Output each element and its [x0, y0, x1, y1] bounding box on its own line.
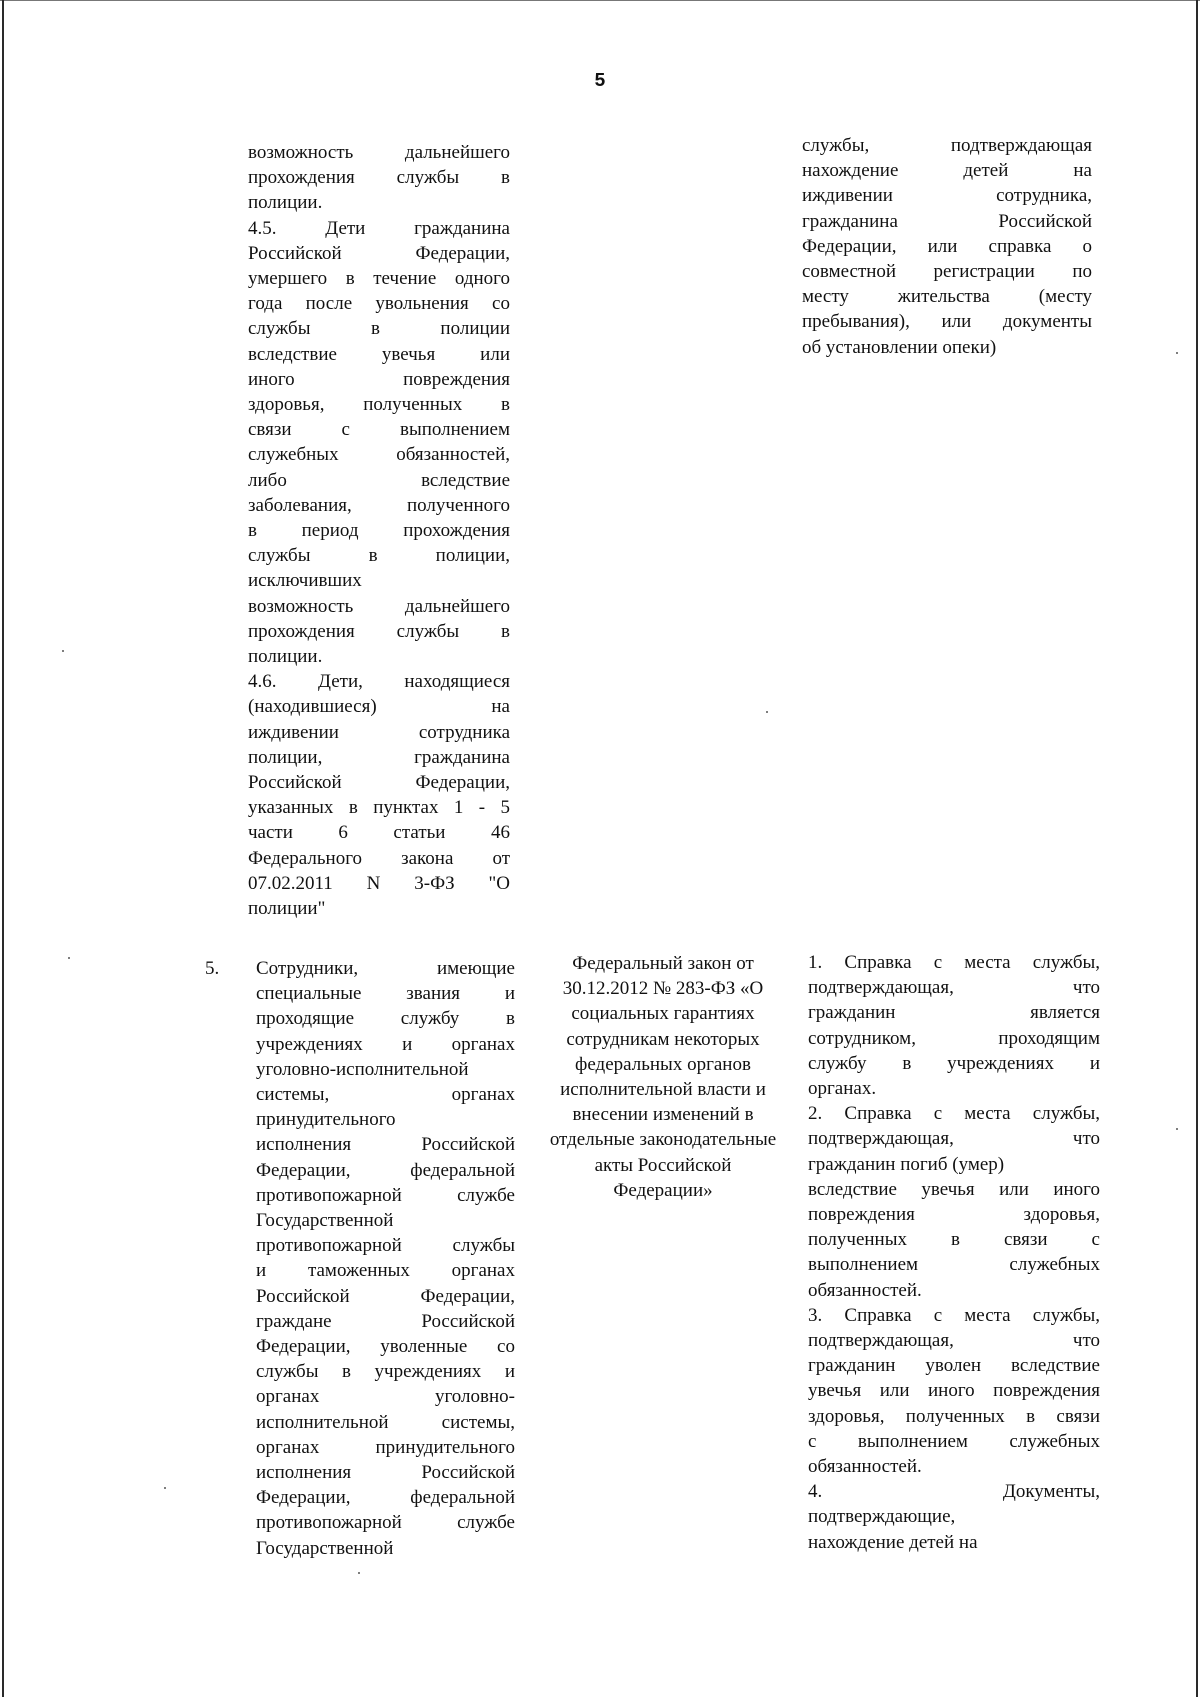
- text-line: противопожарной службы: [256, 1235, 515, 1257]
- text-line: иждивении сотрудника,: [802, 185, 1092, 207]
- text-line: Российской Федерации,: [256, 1285, 515, 1307]
- text-line: полиции.: [248, 192, 323, 214]
- scan-speck: [164, 1487, 166, 1489]
- scan-right-edge: [1196, 0, 1198, 1697]
- text-line: полиции": [248, 898, 326, 920]
- text-line: обязанностей.: [808, 1456, 922, 1478]
- text-line: Федерации, федеральной: [256, 1159, 515, 1181]
- text-line: проходящие службу в: [256, 1008, 515, 1030]
- text-line: вследствие увечья или иного: [808, 1178, 1100, 1200]
- text-line: прохождения службы в: [248, 167, 510, 189]
- text-line: служебных обязанностей,: [248, 444, 510, 466]
- text-line: гражданин погиб (умер): [808, 1153, 1005, 1175]
- text-line: сотрудникам некоторых: [566, 1028, 760, 1050]
- text-line: социальных гарантиях: [571, 1003, 755, 1025]
- text-line: службы, подтверждающая: [802, 135, 1092, 156]
- text-line: 30.12.2012 № 283-ФЗ «О: [562, 978, 764, 1000]
- text-line: сотрудником, проходящим: [808, 1027, 1100, 1049]
- text-line: об установлении опеки): [802, 336, 997, 358]
- scan-speck: [1176, 352, 1178, 354]
- text-line: Федеральный закон от: [572, 953, 754, 974]
- text-line: 4. Документы,: [808, 1481, 1100, 1503]
- text-line: органах уголовно-: [256, 1386, 515, 1408]
- text-line: заболевания, полученного: [248, 494, 510, 516]
- text-line: полученных в связи с: [808, 1229, 1100, 1251]
- text-line: года после увольнения со: [248, 293, 510, 315]
- text-line: связи с выполнением: [248, 419, 510, 441]
- text-line: Федерации»: [613, 1179, 713, 1201]
- text-line: (находившиеся) на: [248, 696, 510, 718]
- text-line: нахождение детей на: [808, 1531, 978, 1553]
- scan-speck: [68, 957, 70, 959]
- text-line: исполнительной системы,: [256, 1411, 515, 1433]
- upper-documents-cell: [802, 133, 1092, 360]
- text-line: иного повреждения: [248, 368, 510, 390]
- text-line: пребывания), или документы: [802, 311, 1092, 333]
- text-line: подтверждающая, что: [808, 977, 1100, 999]
- text-line: возможность дальнейшего: [248, 595, 510, 617]
- text-line: выполнением служебных: [808, 1254, 1100, 1276]
- text-line: подтверждающие,: [808, 1506, 956, 1528]
- text-line: 3. Справка с места службы,: [808, 1304, 1100, 1326]
- text-line: исполнения Российской: [256, 1134, 515, 1156]
- text-line: акты Российской: [594, 1154, 732, 1176]
- text-line: федеральных органов: [575, 1053, 751, 1075]
- text-line: Федерации, федеральной: [256, 1487, 515, 1509]
- row5-categories-cell: [256, 956, 515, 1561]
- text-line: Федерации, уволенные со: [256, 1336, 515, 1358]
- text-line: гражданина Российской: [802, 210, 1092, 232]
- text-line: здоровья, полученных в: [248, 394, 510, 416]
- text-line: гражданин уволен вследствие: [808, 1355, 1100, 1377]
- text-line: подтверждающая, что: [808, 1330, 1100, 1352]
- upper-categories-cell: [248, 140, 510, 921]
- text-line: органах принудительного: [256, 1436, 515, 1458]
- text-line: Федерации, или справка о: [802, 235, 1092, 257]
- text-line: граждане Российской: [256, 1310, 515, 1332]
- text-line: службы в полиции: [248, 318, 510, 340]
- text-line: либо вследствие: [248, 469, 510, 491]
- text-line: иждивении сотрудника: [248, 721, 510, 743]
- text-line: гражданин является: [808, 1002, 1100, 1024]
- row5-law-cell: [528, 951, 798, 1203]
- text-line: умершего в течение одного: [248, 268, 510, 290]
- text-line: и таможенных органах: [256, 1260, 515, 1282]
- text-line: подтверждающая, что: [808, 1128, 1100, 1150]
- scan-left-edge: [2, 0, 4, 1697]
- text-line: Государственной: [256, 1210, 394, 1232]
- text-line: Российской Федерации,: [248, 242, 510, 264]
- text-line: 1. Справка с места службы,: [808, 952, 1100, 973]
- text-line: противопожарной службе: [256, 1512, 515, 1534]
- text-line: службы в полиции,: [248, 545, 510, 567]
- scan-speck: [358, 1572, 360, 1574]
- text-line: нахождение детей на: [802, 160, 1092, 182]
- scan-speck: [766, 711, 768, 713]
- text-line: учреждениях и органах: [256, 1033, 515, 1055]
- text-line: здоровья, полученных в связи: [808, 1405, 1100, 1427]
- scan-top-edge: [0, 0, 1200, 1]
- row5-documents-cell: [808, 950, 1100, 1555]
- text-line: указанных в пунктах 1 - 5: [248, 797, 510, 819]
- text-line: Федерального закона от: [248, 847, 510, 869]
- text-line: прохождения службы в: [248, 620, 510, 642]
- text-line: отдельные законодательные: [549, 1129, 777, 1151]
- text-line: 07.02.2011 N 3-ФЗ "О: [248, 872, 510, 894]
- text-line: с выполнением служебных: [808, 1430, 1100, 1452]
- text-line: службу в учреждениях и: [808, 1052, 1100, 1074]
- page-number: 5: [594, 70, 606, 92]
- text-line: Сотрудники, имеющие: [256, 958, 515, 979]
- text-line: обязанностей.: [808, 1279, 922, 1301]
- text-line: увечья или иного повреждения: [808, 1380, 1100, 1402]
- text-line: органах.: [808, 1078, 877, 1100]
- text-line: 2. Справка с места службы,: [808, 1103, 1100, 1125]
- text-line: исключивших: [248, 570, 362, 592]
- text-line: повреждения здоровья,: [808, 1204, 1100, 1226]
- text-line: исполнения Российской: [256, 1462, 515, 1484]
- text-line: 4.6. Дети, находящиеся: [248, 671, 510, 693]
- text-line: специальные звания и: [256, 983, 515, 1005]
- text-line: принудительного: [256, 1109, 396, 1131]
- text-line: исполнительной власти и: [560, 1079, 766, 1101]
- text-line: месту жительства (месту: [802, 286, 1092, 308]
- text-line: полиции.: [248, 646, 323, 668]
- text-line: совместной регистрации по: [802, 261, 1092, 283]
- text-line: Государственной: [256, 1537, 394, 1559]
- text-line: противопожарной службе: [256, 1184, 515, 1206]
- text-line: Российской Федерации,: [248, 772, 510, 794]
- text-line: службы в учреждениях и: [256, 1361, 515, 1383]
- text-line: 4.5. Дети гражданина: [248, 217, 510, 239]
- text-line: вследствие увечья или: [248, 343, 510, 365]
- row5-number: 5.: [205, 958, 220, 979]
- scan-speck: [62, 650, 64, 652]
- text-line: возможность дальнейшего: [248, 142, 510, 163]
- text-line: части 6 статьи 46: [248, 822, 510, 844]
- scan-speck: [1176, 1128, 1178, 1130]
- text-line: системы, органах: [256, 1084, 515, 1106]
- text-line: внесении изменений в: [572, 1104, 754, 1126]
- text-line: в период прохождения: [248, 520, 510, 542]
- text-line: уголовно-исполнительной: [256, 1058, 469, 1080]
- text-line: полиции, гражданина: [248, 746, 510, 768]
